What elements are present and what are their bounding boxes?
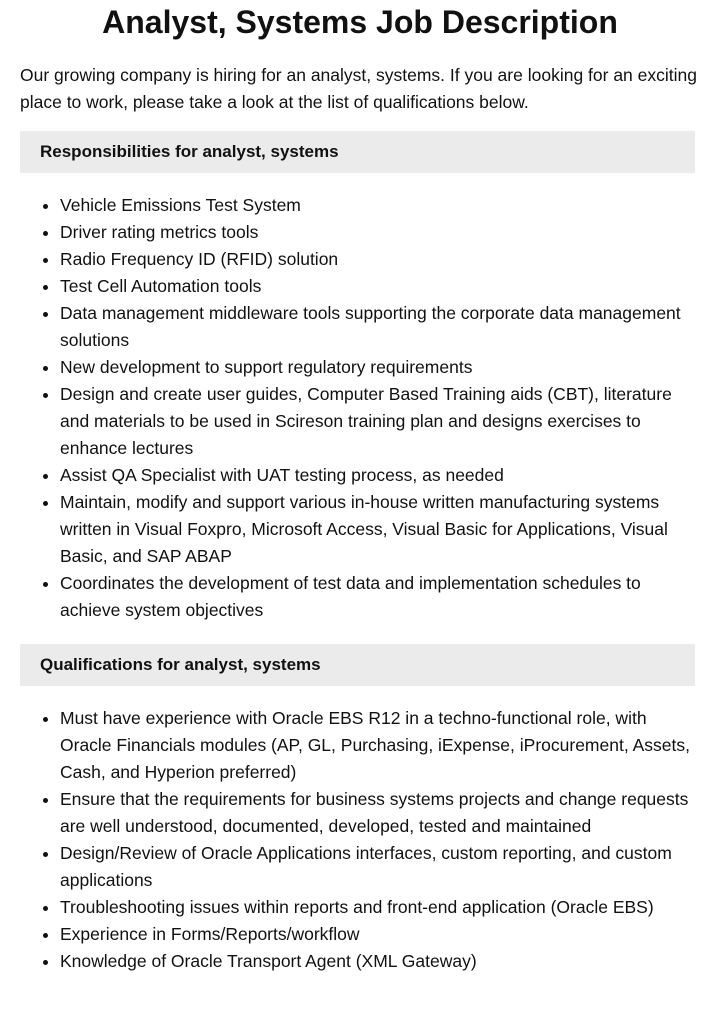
qualifications-heading: Qualifications for analyst, systems (20, 644, 695, 686)
list-item: • Maintain, modify and support various in-house written manufacturing systems written in Visual Foxpro, Microsoft Access, Visual Basic for Applications, Visual Basic, and SAP ABAP (60, 489, 700, 570)
list-item: • Must have experience with Oracle EBS R12 in a techno-functional role, with Oracle Financials modules (AP, GL, Purchasing, iExpense, iProcurement, Assets, Cash, and Hyperion preferred) (60, 705, 700, 786)
list-item: • Knowledge of Oracle Transport Agent (XML Gateway) (60, 948, 700, 975)
list-item: • Experience in Forms/Reports/workflow (60, 921, 700, 948)
list-item: • Assist QA Specialist with UAT testing process, as needed (60, 462, 700, 489)
responsibilities-list (0, 192, 700, 624)
list-item: • Design/Review of Oracle Applications interfaces, custom reporting, and custom applications (60, 840, 700, 894)
list-item: • Test Cell Automation tools (60, 273, 700, 300)
list-item: • Coordinates the development of test data and implementation schedules to achieve system objectives (60, 570, 700, 624)
list-item: • Design and create user guides, Computer Based Training aids (CBT), literature and materials to be used in Scireson training plan and designs exercises to enhance lectures (60, 381, 700, 462)
list-item: • Vehicle Emissions Test System (60, 192, 700, 219)
intro-paragraph: Our growing company is hiring for an analyst, systems. If you are looking for an exciting place to work, please take a look at the list of qualifications below. (20, 65, 697, 112)
list-item: • New development to support regulatory requirements (60, 354, 700, 381)
page-title: Analyst, Systems Job Description (102, 4, 618, 40)
list-item: • Ensure that the requirements for business systems projects and change requests are well understood, documented, developed, tested and maintained (60, 786, 700, 840)
responsibilities-heading: Responsibilities for analyst, systems (20, 131, 695, 173)
qualifications-list (0, 705, 700, 975)
list-item: • Data management middleware tools supporting the corporate data management solutions (60, 300, 700, 354)
list-item: • Driver rating metrics tools (60, 219, 700, 246)
list-item: • Troubleshooting issues within reports and front-end application (Oracle EBS) (60, 894, 700, 921)
list-item: • Radio Frequency ID (RFID) solution (60, 246, 700, 273)
